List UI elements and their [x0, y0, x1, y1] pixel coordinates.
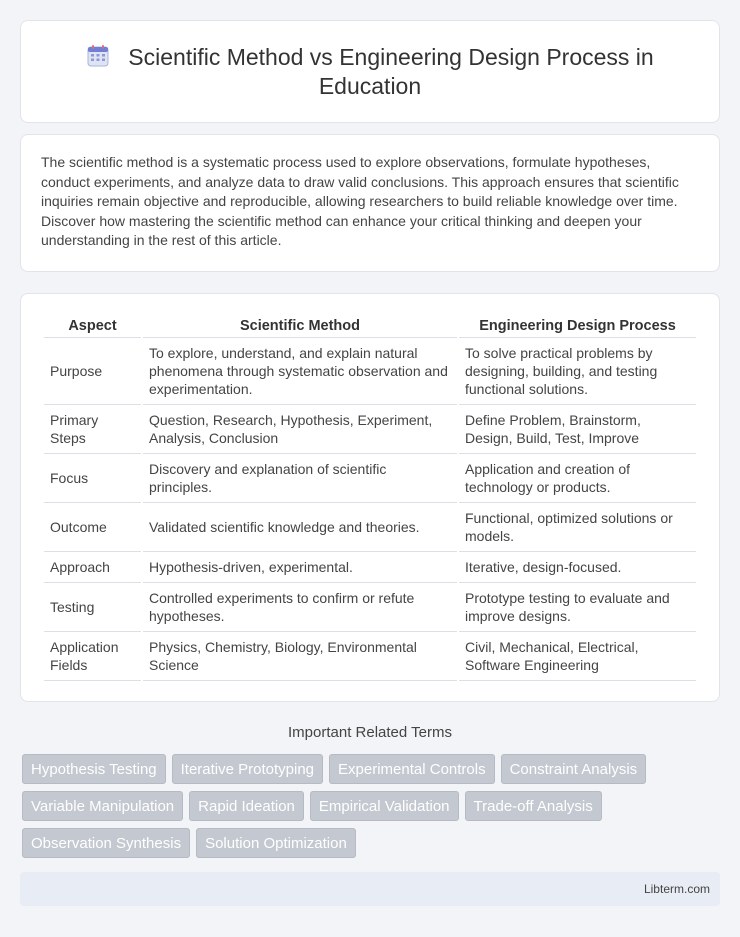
cell-aspect: Testing [44, 583, 141, 632]
comparison-card [20, 293, 720, 702]
header-engineering-design: Engineering Design Process [459, 316, 696, 338]
header-aspect: Aspect [44, 316, 141, 338]
cell-aspect: Focus [44, 454, 141, 503]
tag-observation-synthesis[interactable]: Observation Synthesis [22, 828, 190, 858]
table-row [44, 583, 696, 632]
intro-text: The scientific method is a systematic process used to explore observations, formulate hypotheses, conduct experiments, and analyze data to draw valid conclusions. This approach ensures that scientific inquiries remain objective and reproducible, allowing researchers to build reliable knowledge over time. Discover how mastering the scientific method can enhance your critical thinking and deepen your understanding in the rest of this article. [41, 154, 679, 248]
intro-card [20, 134, 720, 272]
tag-variable-manipulation[interactable]: Variable Manipulation [22, 791, 183, 821]
tag-empirical-validation[interactable]: Empirical Validation [310, 791, 459, 821]
cell-engineering: Functional, optimized solutions or models. [459, 503, 696, 552]
tag-experimental-controls[interactable]: Experimental Controls [329, 754, 495, 784]
cell-engineering: Iterative, design-focused. [459, 552, 696, 583]
cell-engineering: Prototype testing to evaluate and improve designs. [459, 583, 696, 632]
related-terms-tags [22, 754, 718, 858]
table-row [44, 503, 696, 552]
cell-aspect: Primary Steps [44, 405, 141, 454]
table-row [44, 338, 696, 405]
table-row [44, 405, 696, 454]
calendar-icon [86, 44, 110, 68]
cell-engineering: Civil, Mechanical, Electrical, Software Engineering [459, 632, 696, 681]
cell-engineering: To solve practical problems by designing, building, and testing functional solutions. [459, 338, 696, 405]
table-row [44, 454, 696, 503]
tag-solution-optimization[interactable]: Solution Optimization [196, 828, 356, 858]
footer [20, 872, 720, 906]
cell-aspect: Outcome [44, 503, 141, 552]
page-title: Scientific Method vs Engineering Design Process in Education [128, 43, 654, 99]
table-row [44, 552, 696, 583]
comparison-table [42, 316, 698, 681]
page-title-wrap [61, 43, 679, 101]
cell-scientific: Hypothesis-driven, experimental. [143, 552, 457, 583]
cell-scientific: To explore, understand, and explain natural phenomena through systematic observation and experimentation. [143, 338, 457, 405]
cell-scientific: Controlled experiments to confirm or refute hypotheses. [143, 583, 457, 632]
footer-site-link[interactable]: Libterm.com [643, 881, 710, 896]
tag-constraint-analysis[interactable]: Constraint Analysis [501, 754, 647, 784]
cell-aspect: Application Fields [44, 632, 141, 681]
table-header-row [44, 316, 696, 338]
title-card [20, 20, 720, 123]
cell-aspect: Approach [44, 552, 141, 583]
cell-scientific: Validated scientific knowledge and theories. [143, 503, 457, 552]
table-row [44, 632, 696, 681]
header-scientific-method: Scientific Method [143, 316, 457, 338]
cell-scientific: Physics, Chemistry, Biology, Environmental Science [143, 632, 457, 681]
related-terms-title: Important Related Terms [288, 723, 452, 741]
tag-iterative-prototyping[interactable]: Iterative Prototyping [172, 754, 323, 784]
tag-rapid-ideation[interactable]: Rapid Ideation [189, 791, 304, 821]
cell-scientific: Question, Research, Hypothesis, Experiment, Analysis, Conclusion [143, 405, 457, 454]
tag-trade-off-analysis[interactable]: Trade-off Analysis [465, 791, 602, 821]
cell-scientific: Discovery and explanation of scientific principles. [143, 454, 457, 503]
tag-hypothesis-testing[interactable]: Hypothesis Testing [22, 754, 166, 784]
cell-aspect: Purpose [44, 338, 141, 405]
cell-engineering: Define Problem, Brainstorm, Design, Build, Test, Improve [459, 405, 696, 454]
cell-engineering: Application and creation of technology or products. [459, 454, 696, 503]
